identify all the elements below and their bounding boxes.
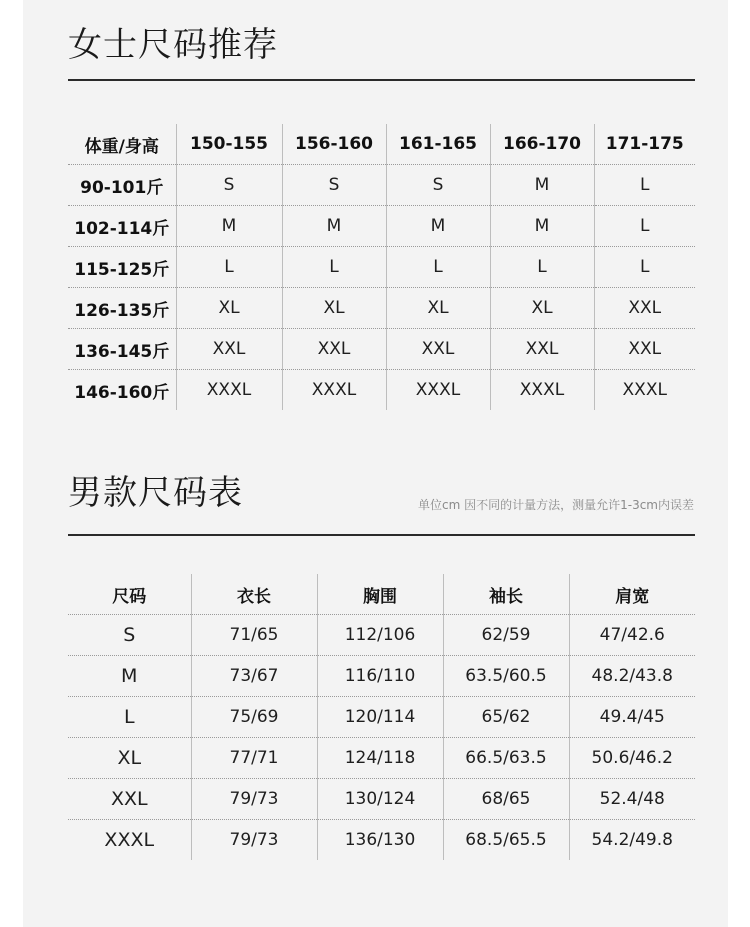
table-cell: XXXL [386,370,490,411]
table-row [68,370,695,411]
men-size-title: 男款尺码表 [68,473,243,513]
row-label: 90-101斤 [68,165,176,206]
table-row [68,820,695,861]
table-cell: XL [386,288,490,329]
column-header: 体重/身高 [68,124,176,165]
column-header: 肩宽 [569,574,695,615]
table-row [68,165,695,206]
table-cell: XL [490,288,594,329]
table-cell: XXXL [490,370,594,411]
table-cell: 68.5/65.5 [443,820,569,861]
table-header-row [68,574,695,615]
table-cell: M [176,206,282,247]
table-cell: 65/62 [443,697,569,738]
row-label: XXL [68,779,191,820]
table-cell: 63.5/60.5 [443,656,569,697]
table-cell: XXL [386,329,490,370]
table-cell: 124/118 [317,738,443,779]
table-cell: 75/69 [191,697,317,738]
row-label: 146-160斤 [74,382,170,403]
row-label: 115-125斤 [68,247,176,288]
table-cell: 54.2/49.8 [569,820,695,861]
column-header: 尺码 [68,574,191,615]
table-cell: XXXL [594,370,695,411]
table-row [68,288,695,329]
table-cell: 112/106 [317,615,443,656]
table-cell: S [386,165,490,206]
table-cell: L [386,247,490,288]
table-cell: 48.2/43.8 [569,656,695,697]
table-cell: 71/65 [191,615,317,656]
table-cell: L [282,247,386,288]
table-cell: 79/73 [191,779,317,820]
table-row [68,779,695,820]
row-label: M [68,656,191,697]
table-cell: XXXL [176,370,282,411]
table-cell: 77/71 [191,738,317,779]
table-cell: L [594,206,695,247]
table-row [68,656,695,697]
row-label: 126-135斤 [68,288,176,329]
table-row [68,697,695,738]
table-cell: 116/110 [317,656,443,697]
row-label: L [68,697,191,738]
men-title-divider [68,534,695,536]
table-cell: S [282,165,386,206]
measurement-note: 单位cm 因不同的计量方法，测量允许1-3cm内误差 [418,498,694,512]
table-cell: XXL [176,329,282,370]
row-label: S [68,615,191,656]
table-cell: M [282,206,386,247]
row-label: 136-145斤 [68,329,176,370]
table-row [68,738,695,779]
table-header-row [68,124,695,165]
column-header: 166-170 [490,124,594,165]
women-size-table [68,124,695,410]
column-header: 衣长 [191,574,317,615]
women-size-title: 女士尺码推荐 [68,25,278,65]
table-cell: XL [282,288,386,329]
row-label: XL [68,738,191,779]
table-cell: L [594,247,695,288]
column-header: 171-175 [594,124,695,165]
table-row [68,615,695,656]
table-cell: S [176,165,282,206]
table-cell: 66.5/63.5 [443,738,569,779]
table-cell: 79/73 [191,820,317,861]
table-cell: 49.4/45 [569,697,695,738]
column-header: 胸围 [317,574,443,615]
table-cell: 120/114 [317,697,443,738]
table-row [68,329,695,370]
column-header: 150-155 [176,124,282,165]
table-cell: XXL [594,329,695,370]
table-cell: 136/130 [317,820,443,861]
table-cell: XL [176,288,282,329]
table-cell: XXL [594,288,695,329]
table-cell: 52.4/48 [569,779,695,820]
table-cell: 50.6/46.2 [569,738,695,779]
table-cell: 130/124 [317,779,443,820]
table-cell: M [490,206,594,247]
row-label: 102-114斤 [68,206,176,247]
table-cell: XXL [282,329,386,370]
column-header: 161-165 [386,124,490,165]
table-cell: M [386,206,490,247]
table-cell: XXL [490,329,594,370]
table-cell: L [490,247,594,288]
table-cell: 68/65 [443,779,569,820]
table-cell: 73/67 [191,656,317,697]
women-title-divider [68,79,695,81]
table-row [68,247,695,288]
table-cell: XXXL [282,370,386,411]
row-label: XXXL [104,829,155,851]
table-cell: 47/42.6 [569,615,695,656]
table-row [68,206,695,247]
table-cell: 62/59 [443,615,569,656]
table-cell: L [176,247,282,288]
column-header: 袖长 [443,574,569,615]
column-header: 156-160 [282,124,386,165]
men-size-table [68,574,695,860]
table-cell: L [594,165,695,206]
table-cell: M [490,165,594,206]
